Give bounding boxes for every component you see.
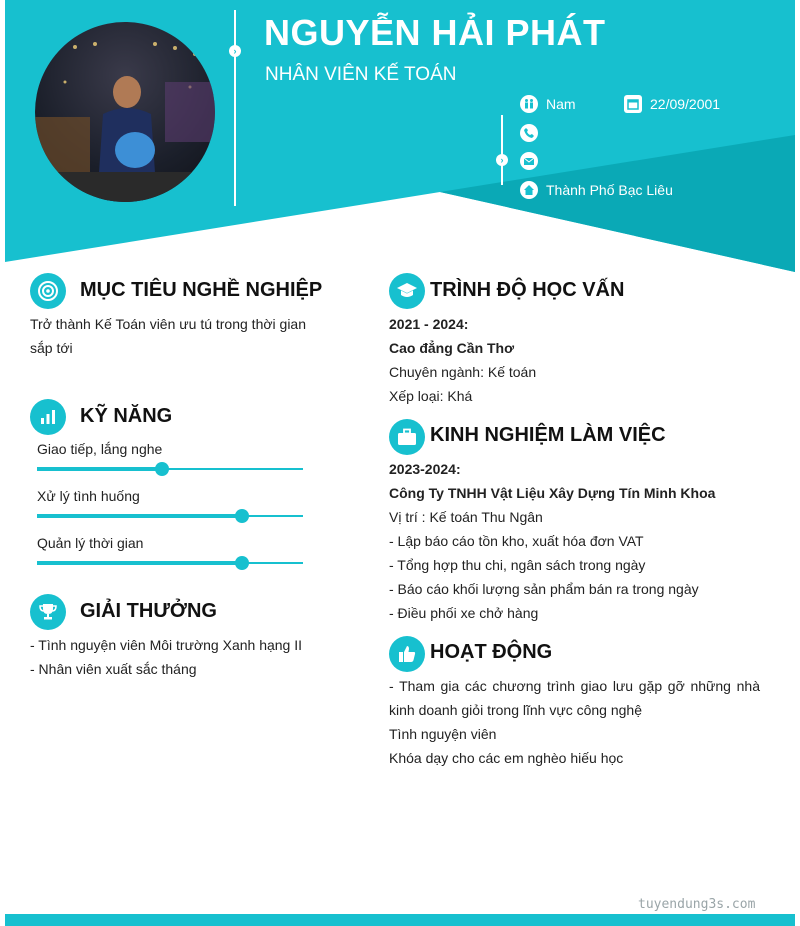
- avatar: [35, 22, 215, 202]
- skills-list: [37, 441, 303, 582]
- skill-slider-knob: [235, 509, 249, 523]
- objective-heading: MỤC TIÊU NGHỀ NGHIỆP: [80, 279, 323, 301]
- email-row: [520, 152, 538, 170]
- skill-item: [37, 535, 303, 582]
- activities-heading: HOẠT ĐỘNG: [430, 641, 553, 663]
- experience-period: 2023-2024:: [389, 461, 461, 477]
- objective-line: Trở thành Kế Toán viên ưu tú trong thời gian: [30, 316, 307, 332]
- experience-task: - Tổng hợp thu chi, ngân sách trong ngày: [389, 557, 646, 573]
- education-heading: TRÌNH ĐỘ HỌC VẤN: [430, 279, 625, 301]
- candidate-position: NHÂN VIÊN KẾ TOÁN: [265, 64, 457, 85]
- award-item: - Nhân viên xuất sắc tháng: [30, 661, 197, 677]
- skill-item: [37, 441, 303, 488]
- activity-line: Tình nguyện viên: [389, 726, 497, 742]
- objective-text: [30, 312, 306, 360]
- objective-line: sắp tới: [30, 340, 73, 356]
- phone-row: [520, 124, 538, 142]
- address-row: [520, 181, 673, 199]
- education-details: [389, 312, 536, 408]
- timeline-node-icon: ›: [229, 45, 241, 57]
- experience-details: [389, 457, 715, 625]
- candidate-name: NGUYỄN HẢI PHÁT: [264, 12, 606, 53]
- skill-item: [37, 488, 303, 535]
- email-icon: [520, 152, 538, 170]
- education-period: 2021 - 2024:: [389, 316, 469, 332]
- bar-chart-icon: [30, 399, 66, 435]
- skill-slider-knob: [155, 462, 169, 476]
- skill-fill: [37, 514, 242, 518]
- watermark: tuyendung3s.com: [638, 897, 756, 912]
- footer-bar: [5, 914, 795, 926]
- skill-label: Xử lý tình huống: [37, 488, 140, 504]
- calendar-icon: [624, 95, 642, 113]
- birthday-value: 22/09/2001: [650, 96, 721, 112]
- activity-line: - Tham gia các chương trình giao lưu gặp gỡ những nhà: [389, 678, 760, 694]
- experience-company: Công Ty TNHH Vật Liệu Xây Dựng Tín Minh Khoa: [389, 485, 716, 501]
- award-item: - Tình nguyện viên Môi trường Xanh hạng II: [30, 637, 303, 653]
- thumbs-up-icon: [389, 636, 425, 672]
- activity-line: kinh doanh giỏi trong lĩnh vực công nghệ: [389, 702, 642, 718]
- education-major: Chuyên ngành: Kế toán: [389, 364, 537, 380]
- phone-icon: [520, 124, 538, 142]
- skill-fill: [37, 561, 242, 565]
- graduation-cap-icon: [389, 273, 425, 309]
- header-timeline-line: [234, 10, 236, 206]
- skill-label: Giao tiếp, lắng nghe: [37, 441, 163, 457]
- gender-row: [520, 95, 576, 113]
- experience-task: - Báo cáo khối lượng sản phẩm bán ra trong ngày: [389, 581, 699, 597]
- awards-heading: GIẢI THƯỞNG: [80, 600, 217, 622]
- gender-value: Nam: [546, 96, 576, 112]
- home-icon: [520, 181, 538, 199]
- experience-task: - Điều phối xe chở hàng: [389, 605, 539, 621]
- skill-fill: [37, 467, 162, 471]
- education-grade: Xếp loại: Khá: [389, 388, 473, 404]
- birthday-row: [624, 95, 720, 113]
- activities-details: [389, 674, 760, 770]
- target-icon: [30, 273, 66, 309]
- awards-list: [30, 633, 302, 681]
- education-school: Cao đẳng Cần Thơ: [389, 340, 515, 356]
- briefcase-icon: [389, 419, 425, 455]
- experience-role: Vị trí : Kế toán Thu Ngân: [389, 509, 543, 525]
- activity-line: Khóa dạy cho các em nghèo hiếu học: [389, 750, 624, 766]
- experience-task: - Lập báo cáo tồn kho, xuất hóa đơn VAT: [389, 533, 644, 549]
- gender-icon: [520, 95, 538, 113]
- skills-heading: KỸ NĂNG: [80, 405, 173, 427]
- trophy-icon: [30, 594, 66, 630]
- skill-label: Quản lý thời gian: [37, 535, 144, 551]
- address-value: Thành Phố Bạc Liêu: [546, 182, 673, 198]
- contact-node-icon: ›: [496, 154, 508, 166]
- experience-heading: KINH NGHIỆM LÀM VIỆC: [430, 424, 666, 446]
- skill-slider-knob: [235, 556, 249, 570]
- contact-timeline-line: [501, 115, 503, 185]
